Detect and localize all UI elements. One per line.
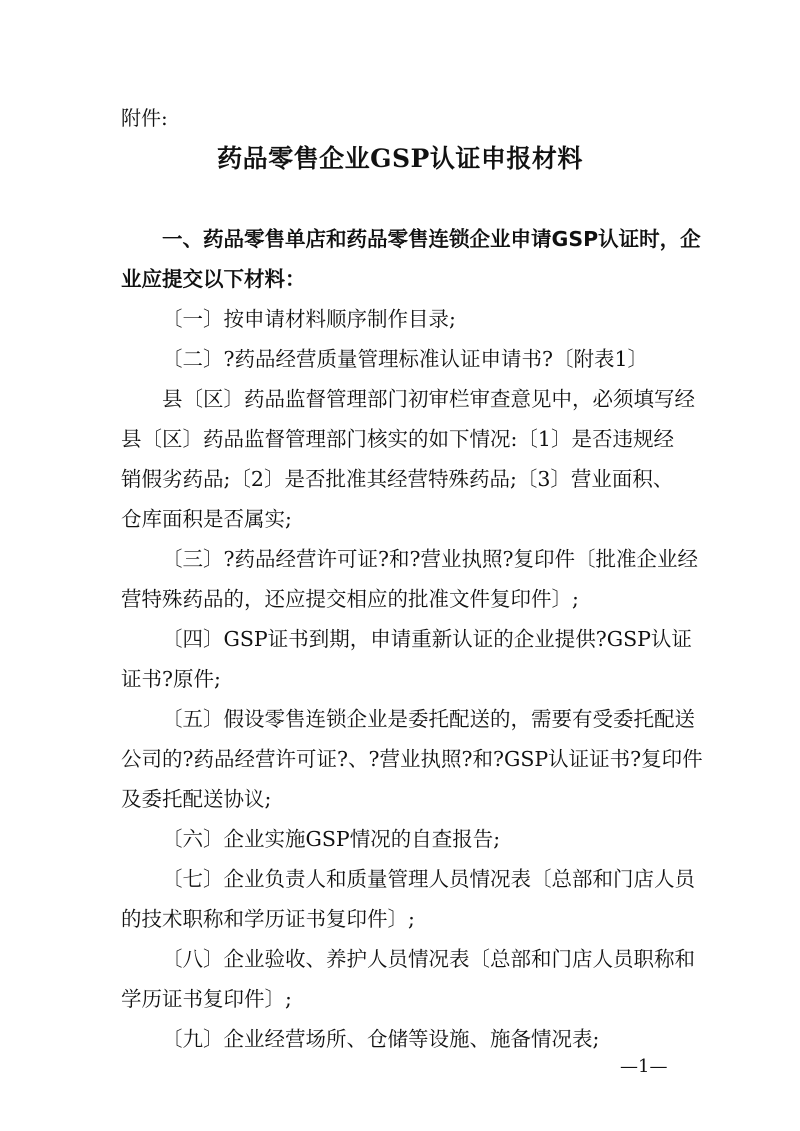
item-5-line-1: 〔五〕假设零售连锁企业是委托配送的，需要有受委托配送	[162, 707, 695, 731]
document-body	[121, 219, 703, 1059]
item-4-line-2: 证书?原件;	[121, 667, 221, 691]
attachment-label: 附件:	[121, 106, 168, 130]
item-3-line-2: 营特殊药品的，还应提交相应的批准文件复印件〕;	[121, 587, 579, 611]
item-8-line-2: 学历证书复印件〕;	[121, 987, 292, 1011]
item-3-line-1: 〔三〕?药品经营许可证?和?营业执照?复印件〔批准企业经	[162, 547, 698, 571]
document-title: 药品零售企业GSP认证申报材料	[217, 144, 583, 173]
item-2-note-line-4: 仓库面积是否属实;	[121, 507, 292, 531]
item-7-line-1: 〔七〕企业负责人和质量管理人员情况表〔总部和门店人员	[162, 867, 695, 891]
item-4-line-1: 〔四〕GSP证书到期，申请重新认证的企业提供?GSP认证	[162, 627, 692, 651]
section-heading-line-1: 一、药品零售单店和药品零售连锁企业申请GSP认证时，企	[162, 227, 701, 251]
item-5-line-3: 及委托配送协议;	[121, 787, 272, 811]
item-2-line-1: 〔二〕?药品经营质量管理标准认证申请书?〔附表1〕	[162, 347, 649, 371]
item-1-line-1: 〔一〕按申请材料顺序制作目录;	[162, 307, 456, 331]
item-2-note-line-2: 县〔区〕药品监督管理部门核实的如下情况:〔1〕是否违规经	[121, 427, 674, 451]
item-2-note-line-3: 销假劣药品;〔2〕是否批准其经营特殊药品;〔3〕营业面积、	[121, 467, 674, 491]
item-7-line-2: 的技术职称和学历证书复印件〕;	[121, 907, 415, 931]
item-8-line-1: 〔八〕企业验收、养护人员情况表〔总部和门店人员职称和	[162, 947, 695, 971]
item-2-note-line-1: 县〔区〕药品监督管理部门初审栏审查意见中，必须填写经	[162, 387, 695, 411]
item-5-line-2: 公司的?药品经营许可证?、?营业执照?和?GSP认证证书?复印件	[121, 747, 703, 771]
page-number: —1—	[620, 1056, 668, 1077]
item-9-line-1: 〔九〕企业经营场所、仓储等设施、施备情况表;	[162, 1027, 600, 1051]
section-heading-line-2: 业应提交以下材料：	[121, 267, 306, 291]
item-6-line-1: 〔六〕企业实施GSP情况的自查报告;	[162, 827, 501, 851]
